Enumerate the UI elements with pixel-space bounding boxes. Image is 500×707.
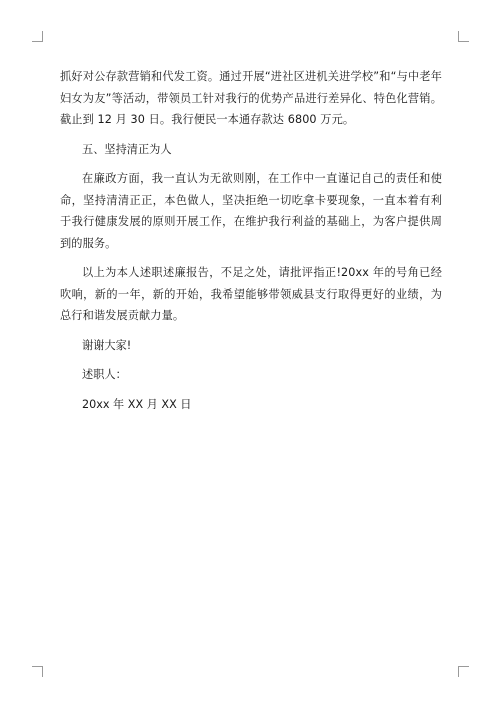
paragraph-conclusion: 以上为本人述职述廉报告，不足之处，请批评指正!20xx 年的号角已经吹响，新的一年，新的开始，我希望能够带领威县支行取得更好的业绩，为总行和谐发展贡献力量。	[60, 266, 442, 322]
section-heading: 五、坚持清正为人	[82, 142, 172, 156]
crop-mark-bottom-right	[458, 666, 469, 677]
crop-mark-top-right	[458, 31, 469, 42]
paragraph-integrity: 在廉政方面，我一直认为无欲则刚，在工作中一直谨记自己的责任和使命，坚持清清正正，本色做人，坚决拒绝一切吃拿卡要现象，一直本着有利于我行健康发展的原则开展工作，在维护我行利益的基础上，为客户提供周到的服务。	[60, 172, 442, 250]
reporter-line: 述职人：	[82, 368, 127, 381]
thanks-line: 谢谢大家!	[82, 338, 132, 352]
paragraph-marketing: 抓好对公存款营销和代发工资。通过开展“进社区进机关进学校”和“与中老年妇女为友”等活动，带领员工针对我行的优势产品进行差异化、特色化营销。截止到 12 月 30 日。我行便民一本通存款达 6800 万元。	[60, 70, 442, 126]
crop-mark-top-left	[32, 31, 43, 42]
document-body	[60, 66, 442, 423]
crop-mark-bottom-left	[32, 666, 43, 677]
date-line: 20xx 年 XX 月 XX 日	[82, 397, 192, 411]
